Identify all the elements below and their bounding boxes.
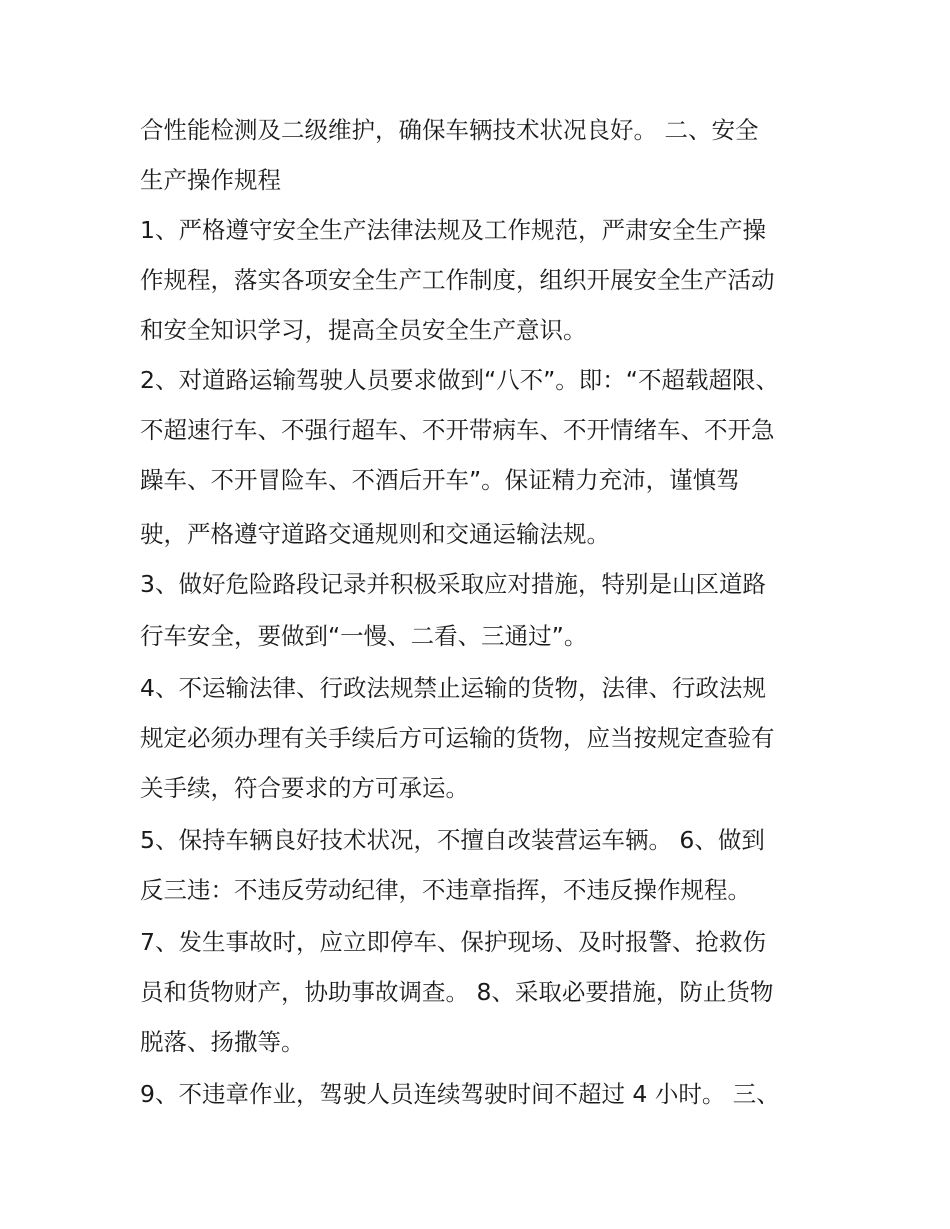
- text-line: 7、发生事故时，应立即停车、保护现场、及时报警、抢救伤: [140, 928, 766, 956]
- text-line: 行车安全，要做到“一慢、二看、三通过”。: [140, 622, 588, 650]
- text-line: 9、不违章作业，驾驶人员连续驾驶时间不超过 4 小时。 三、: [140, 1080, 780, 1108]
- text-line: 躁车、不开冒险车、不酒后开车”。保证精力充沛，谨慎驾: [140, 466, 740, 494]
- text-line: 驶，严格遵守道路交通规则和交通运输法规。: [140, 520, 610, 548]
- text-line: 3、做好危险路段记录并积极采取应对措施，特别是山区道路: [140, 570, 766, 598]
- text-line: 员和货物财产，协助事故调查。 8、采取必要措施，防止货物: [140, 978, 774, 1006]
- text-line: 生产操作规程: [140, 166, 281, 194]
- text-line: 4、不运输法律、行政法规禁止运输的货物，法律、行政法规: [140, 674, 766, 702]
- text-line: 合性能检测及二级维护，确保车辆技术状况良好。 二、安全: [140, 116, 759, 144]
- text-line: 1、严格遵守安全生产法律法规及工作规范，严肃安全生产操: [140, 216, 766, 244]
- text-line: 脱落、扬撒等。: [140, 1028, 305, 1056]
- text-line: 规定必须办理有关手续后方可运输的货物，应当按规定查验有: [140, 724, 775, 752]
- text-line: 作规程，落实各项安全生产工作制度，组织开展安全生产活动: [140, 266, 775, 294]
- text-line: 和安全知识学习，提高全员安全生产意识。: [140, 316, 587, 344]
- text-line: 反三违：不违反劳动纪律，不违章指挥，不违反操作规程。: [140, 876, 751, 904]
- text-line: 关手续，符合要求的方可承运。: [140, 774, 469, 802]
- text-line: 2、对道路运输驾驶人员要求做到“八不”。即：“不超载超限、: [140, 366, 779, 394]
- text-line: 不超速行车、不强行超车、不开带病车、不开情绪车、不开急: [140, 416, 775, 444]
- text-line: 5、保持车辆良好技术状况，不擅自改装营运车辆。 6、做到: [140, 826, 765, 854]
